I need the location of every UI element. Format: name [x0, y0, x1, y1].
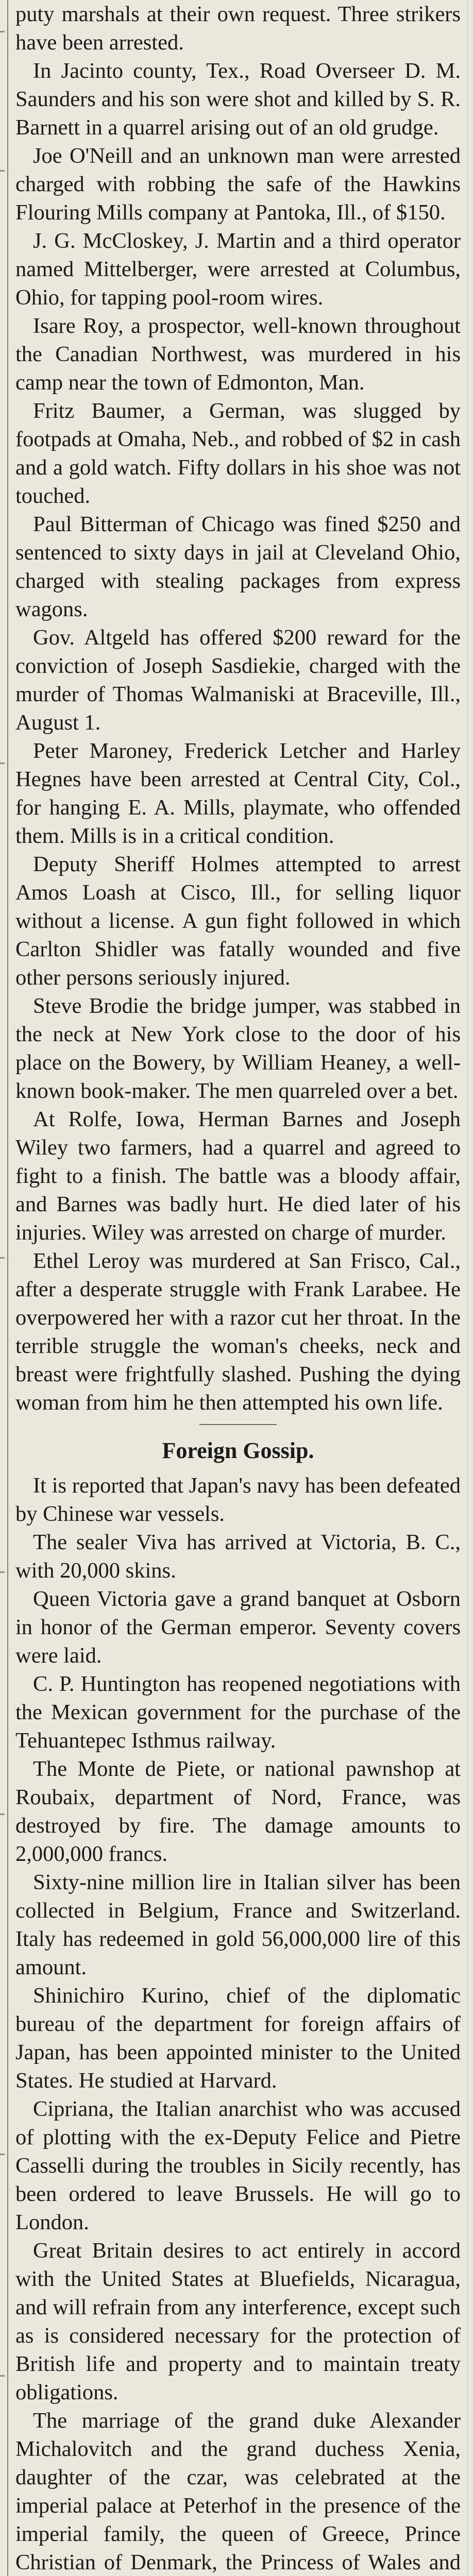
news-item: Gov. Altgeld has offered $200 reward for the conviction of Joseph Sasdiekie, charged with the murder of Thomas Walmaniski at Braceville, Ill., August 1.	[15, 625, 461, 735]
margin-mark	[0, 31, 5, 32]
margin-mark	[0, 170, 5, 172]
news-item: Deputy Sheriff Holmes attempted to arrest Amos Loash at Cisco, Ill., for selling liquor without a license. A gun fight followed in which Carlton Shidler was fatally wounded and five other persons seriously injured.	[15, 852, 461, 990]
news-item: Ethel Leroy was murdered at San Frisco, Cal., after a desperate struggle with Frank Larabee. He overpowered her with a razor cut her throat. In the terrible struggle the woman's cheeks, neck and breast were frightfully slashed. Pushing the dying woman from him he then attempted his own life.	[15, 1249, 461, 1415]
margin-mark	[0, 2154, 5, 2155]
news-item: The Monte de Piete, or national pawnshop at Roubaix, department of Nord, France, was destroyed by fire. The damage amounts to 2,000,000 francs.	[15, 1757, 461, 1866]
news-item: J. G. McCloskey, J. Martin and a third operator named Mittelberger, were arrested at Columbus, Ohio, for tapping pool-room wires.	[15, 229, 461, 310]
news-item: Sixty-nine million lire in Italian silver has been collected in Belgium, France and Switzerland. Italy has redeemed in gold 56,000,000 lire of this amount.	[15, 1870, 461, 1979]
news-item: Isare Roy, a prospector, well-known throughout the Canadian Northwest, was murdered in his camp near the town of Edmonton, Man.	[15, 314, 461, 395]
news-item: It is reported that Japan's navy has been defeated by Chinese war vessels.	[15, 1473, 461, 1526]
column-rule-right	[467, 0, 468, 2576]
margin-mark	[0, 1257, 5, 1259]
news-item: The marriage of the grand duke Alexander Michalovitch and the grand duchess Xenia, daughter of the czar, was celebrated at the imperial palace at Peterhof in the presence of the imperial family, the queen of Greece, Prince Christian of Denmark, the Princess of Wales and	[15, 2409, 461, 2574]
news-item: In Jacinto county, Tex., Road Overseer D. M. Saunders and his son were shot and killed by S. R. Barnett in a quarrel arising out of an old grudge.	[15, 59, 461, 140]
news-item: Great Britain desires to act entirely in accord with the United States at Bluefields, Nicaragua, and will refrain from any interference, except such as is considered necessary for the protection of British life and property and to maintain treaty obligations.	[15, 2239, 461, 2404]
news-item: Paul Bitterman of Chicago was fined $250 and sentenced to sixty days in jail at Cleveland Ohio, charged with stealing packages from express wagons.	[15, 512, 461, 621]
news-item: Queen Victoria gave a grand banquet at Osborn in honor of the German emperor. Seventy covers were laid.	[15, 1587, 461, 1668]
news-item: Peter Maroney, Frederick Letcher and Harley Hegnes have been arrested at Central City, Col., for hanging E. A. Mills, playmate, who offended them. Mills is in a critical condition.	[15, 739, 461, 848]
margin-mark	[0, 762, 5, 764]
margin-mark	[0, 1814, 5, 1815]
news-item: C. P. Huntington has reopened negotiations with the Mexican government for the purchase of the Tehuantepec Isthmus railway.	[15, 1672, 461, 1753]
news-item: Cipriana, the Italian anarchist who was accused of plotting with the ex-Deputy Felice and Pietre Casselli during the troubles in Sicily recently, has been ordered to leave Brussels. He will go to London.	[15, 2097, 461, 2234]
margin-mark	[0, 2375, 5, 2377]
news-item: At Rolfe, Iowa, Herman Barnes and Joseph Wiley two farmers, had a quarrel and agreed to fight to a finish. The battle was a bloody affair, and Barnes was badly hurt. He died later of his injuries. Wiley was arrested on charge of murder.	[15, 1107, 461, 1245]
news-column	[15, 0, 461, 2576]
margin-mark	[0, 1571, 5, 1573]
margin-marks	[0, 0, 7, 2576]
news-item: Fritz Baumer, a German, was slugged by footpads at Omaha, Neb., and robbed of $2 in cash and a gold watch. Fifty dollars in his shoe was not touched.	[15, 399, 461, 508]
news-item: Shinichiro Kurino, chief of the diplomatic bureau of the department for foreign affairs of Japan, has been appointed minister to the United States. He studied at Harvard.	[15, 1984, 461, 2093]
news-section	[15, 0, 461, 1417]
news-item: Steve Brodie the bridge jumper, was stabbed in the neck at New York close to the door of his place on the Bowery, by William Heaney, a well-known book-maker. The men quarreled over a bet.	[15, 994, 461, 1103]
news-item: The sealer Viva has arrived at Victoria, B. C., with 20,000 skins.	[15, 1530, 461, 1583]
column-rule-left	[7, 0, 8, 2576]
news-section	[15, 1424, 461, 2576]
section-divider	[199, 1424, 277, 1425]
news-item: puty marshals at their own request. Three strikers have been arrested.	[15, 2, 461, 55]
section-heading: Foreign Gossip.	[162, 1438, 314, 1463]
news-item: Joe O'Neill and an unknown man were arrested charged with robbing the safe of the Hawkins Flouring Mills company at Pantoka, Ill., of $150.	[15, 144, 461, 225]
